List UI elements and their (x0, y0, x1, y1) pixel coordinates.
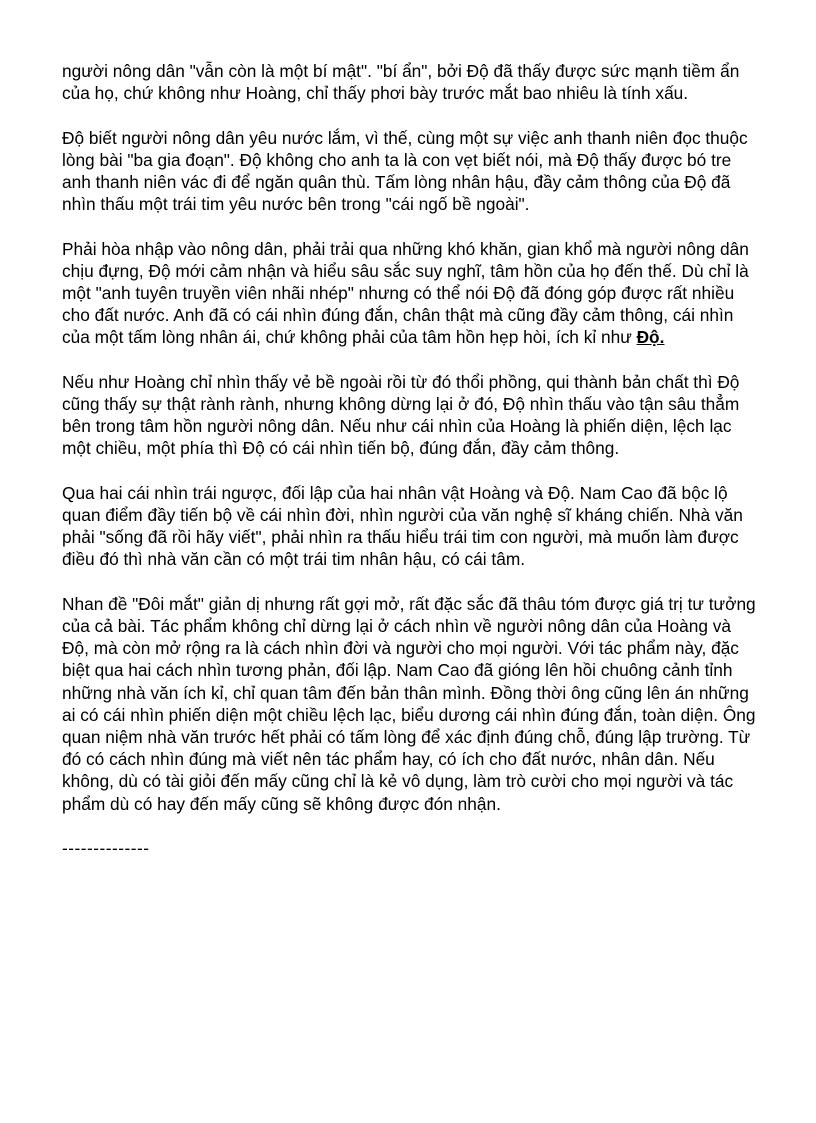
paragraph-6: Nhan đề "Đôi mắt" giản dị nhưng rất gợi mở, rất đặc sắc đã thâu tóm được giá trị tư tưởng của cả bài. Tác phẩm không chỉ dừng lại ở cách nhìn về người nông dân của Hoàng và Độ, mà còn mở rộng ra là cách nhìn đời và người cho mọi người. Với tác phẩm này, đặc biệt qua hai cách nhìn tương phản, đối lập. Nam Cao đã gióng lên hồi chuông cảnh tỉnh những nhà văn ích kỉ, chỉ quan tâm đến bản thân mình. Đồng thời ông cũng lên án những ai có cái nhìn phiến diện một chiều lệch lạc, biểu dương cái nhìn đúng đắn, toàn diện. Ông quan niệm nhà văn trước hết phải có tấm lòng để xác định đúng chỗ, đúng lập trường. Từ đó có cách nhìn đúng mà viết nên tác phẩm hay, có ích cho đất nước, nhân dân. Nếu không, dù có tài giỏi đến mấy cũng chỉ là kẻ vô dụng, làm trò cười cho mọi người và tác phẩm dù có hay đến mấy cũng sẽ không được đón nhận. (62, 593, 756, 814)
paragraph-1: người nông dân "vẫn còn là một bí mật". "bí ẩn", bởi Độ đã thấy được sức mạnh tiềm ẩn của họ, chứ không như Hoàng, chỉ thấy phơi bày trước mắt bao nhiêu là tính xấu. (62, 61, 740, 104)
separator-line: -------------- (62, 838, 150, 859)
paragraph-3 (62, 238, 762, 349)
paragraph-3-text: Phải hòa nhập vào nông dân, phải trải qua những khó khăn, gian khổ mà người nông dân chịu đựng, Độ mới cảm nhận và hiểu sâu sắc suy nghĩ, tâm hồn của họ đến thế. Dù chỉ là một "anh tuyên truyền viên nhãi nhép" nhưng có thể nói Độ đã đóng góp được rất nhiều cho đất nước. Anh đã có cái nhìn đúng đắn, chân thật mà cũng đầy cảm thông, cái nhìn của một tấm lòng nhân ái, chứ không phải của tâm hồn hẹp hòi, ích kỉ như (62, 238, 749, 348)
paragraph-2: Độ biết người nông dân yêu nước lắm, vì thế, cùng một sự việc anh thanh niên đọc thuộc lòng bài "ba gia đoạn". Độ không cho anh ta là con vẹt biết nói, mà Độ thấy được bó tre anh thanh niên vác đi để ngăn quân thù. Tấm lòng nhân hậu, đầy cảm thông của Độ đã nhìn thấu một trái tim yêu nước bên trong "cái ngố bề ngoài". (62, 127, 748, 215)
paragraph-3-emphasis: Độ. (636, 327, 665, 348)
paragraph-5: Qua hai cái nhìn trái ngược, đối lập của hai nhân vật Hoàng và Độ. Nam Cao đã bộc lộ quan điểm đầy tiến bộ về cái nhìn đời, nhìn người của văn nghệ sĩ kháng chiến. Nhà văn phải "sống đã rồi hãy viết", phải nhìn ra thấu hiểu trái tim con người, mà muốn làm được điều đó thì nhà văn cần có một trái tim nhân hậu, có cái tâm. (62, 482, 743, 570)
paragraph-4: Nếu như Hoàng chỉ nhìn thấy vẻ bề ngoài rồi từ đó thổi phồng, qui thành bản chất thì Độ cũng thấy sự thật rành rành, nhưng không dừng lại ở đó, Độ nhìn thấu vào tận sâu thẳm bên trong tâm hồn người nông dân. Nếu như cái nhìn của Hoàng là phiến diện, lệch lạc một chiều, một phía thì Độ có cái nhìn tiến bộ, đúng đắn, đầy cảm thông. (62, 371, 740, 459)
document-page (62, 60, 762, 859)
